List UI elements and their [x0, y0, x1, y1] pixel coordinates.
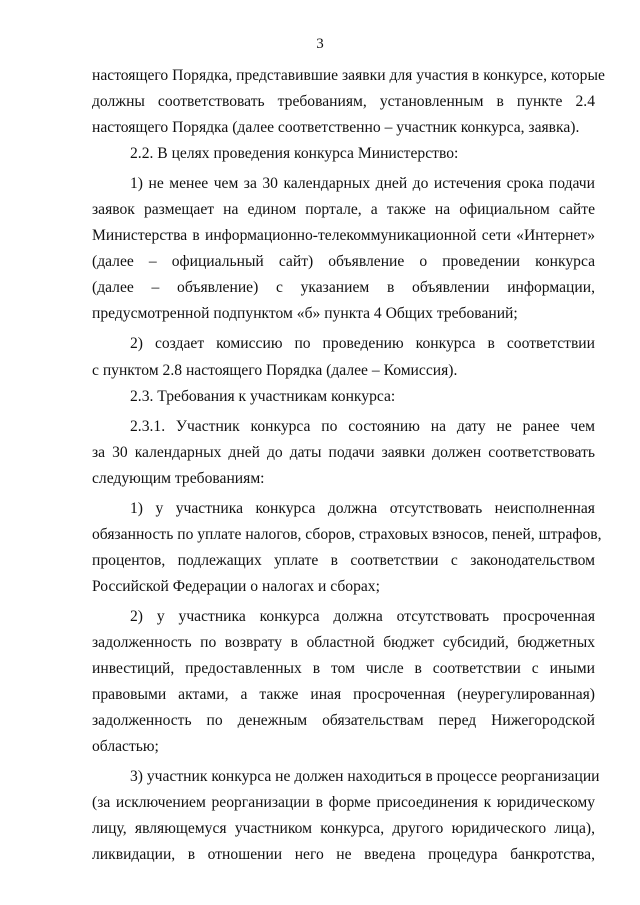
- text-line: за 30 календарных дней до даты подачи заявки должен соответствовать: [92, 443, 595, 461]
- text-line: обязанность по уплате налогов, сборов, страховых взносов, пеней, штрафов,: [92, 525, 602, 543]
- paragraph-first-line: 2) создает комиссию по проведению конкурса в соответствии: [130, 335, 595, 353]
- text-line: задолженность по возврату в областной бюджет субсидий, бюджетных: [92, 633, 595, 651]
- paragraph-first-line: 1) не менее чем за 30 календарных дней до истечения срока подачи: [130, 175, 595, 193]
- text-line: предусмотренной подпунктом «б» пункта 4 Общих требований;: [92, 305, 518, 323]
- text-line: (далее – официальный сайт) объявление о проведении конкурса: [92, 253, 595, 271]
- text-line: задолженность по денежным обязательствам перед Нижегородской: [92, 712, 595, 730]
- text-line: должны соответствовать требованиям, установленным в пункте 2.4: [92, 93, 595, 111]
- text-line: настоящего Порядка (далее соответственно – участник конкурса, заявка).: [92, 119, 580, 137]
- text-line: инвестиций, предоставленных в том числе в соответствии с иными: [92, 660, 595, 678]
- text-line: правовыми актами, а также иная просроченная (неурегулированная): [92, 686, 595, 704]
- text-line: Министерства в информационно-телекоммуникационной сети «Интернет»: [92, 227, 595, 245]
- paragraph-first-line: 2.2. В целях проведения конкурса Министерство:: [130, 145, 459, 163]
- text-line: настоящего Порядка, представившие заявки для участия в конкурсе, которые: [92, 67, 605, 84]
- paragraph-first-line: 2.3.1. Участник конкурса по состоянию на дату не ранее чем: [130, 417, 595, 435]
- text-line: с пунктом 2.8 настоящего Порядка (далее – Комиссия).: [92, 361, 458, 379]
- text-line: заявок размещает на едином портале, а также на официальном сайте: [92, 201, 595, 219]
- paragraph-first-line: 3) участник конкурса не должен находиться в процессе реорганизации: [130, 768, 600, 786]
- paragraph-first-line: 1) у участника конкурса должна отсутствовать неисполненная: [130, 499, 595, 517]
- page-number: 3: [316, 36, 324, 52]
- text-line: (за исключением реорганизации в форме присоединения к юридическому: [92, 794, 595, 812]
- document-body: [92, 63, 605, 868]
- paragraph-first-line: 2.3. Требования к участникам конкурса:: [130, 387, 396, 405]
- text-line: (далее – объявление) с указанием в объявлении информации,: [92, 279, 595, 297]
- text-line: процентов, подлежащих уплате в соответствии с законодательством: [92, 551, 595, 569]
- text-line: ликвидации, в отношении него не введена процедура банкротства,: [92, 846, 595, 864]
- text-line: лицу, являющемуся участником конкурса, другого юридического лица),: [92, 820, 595, 838]
- text-line: Российской Федерации о налогах и сборах;: [92, 577, 380, 595]
- text-line: следующим требованиям:: [92, 469, 265, 487]
- paragraph-first-line: 2) у участника конкурса должна отсутствовать просроченная: [130, 607, 595, 625]
- text-line: областью;: [92, 738, 159, 756]
